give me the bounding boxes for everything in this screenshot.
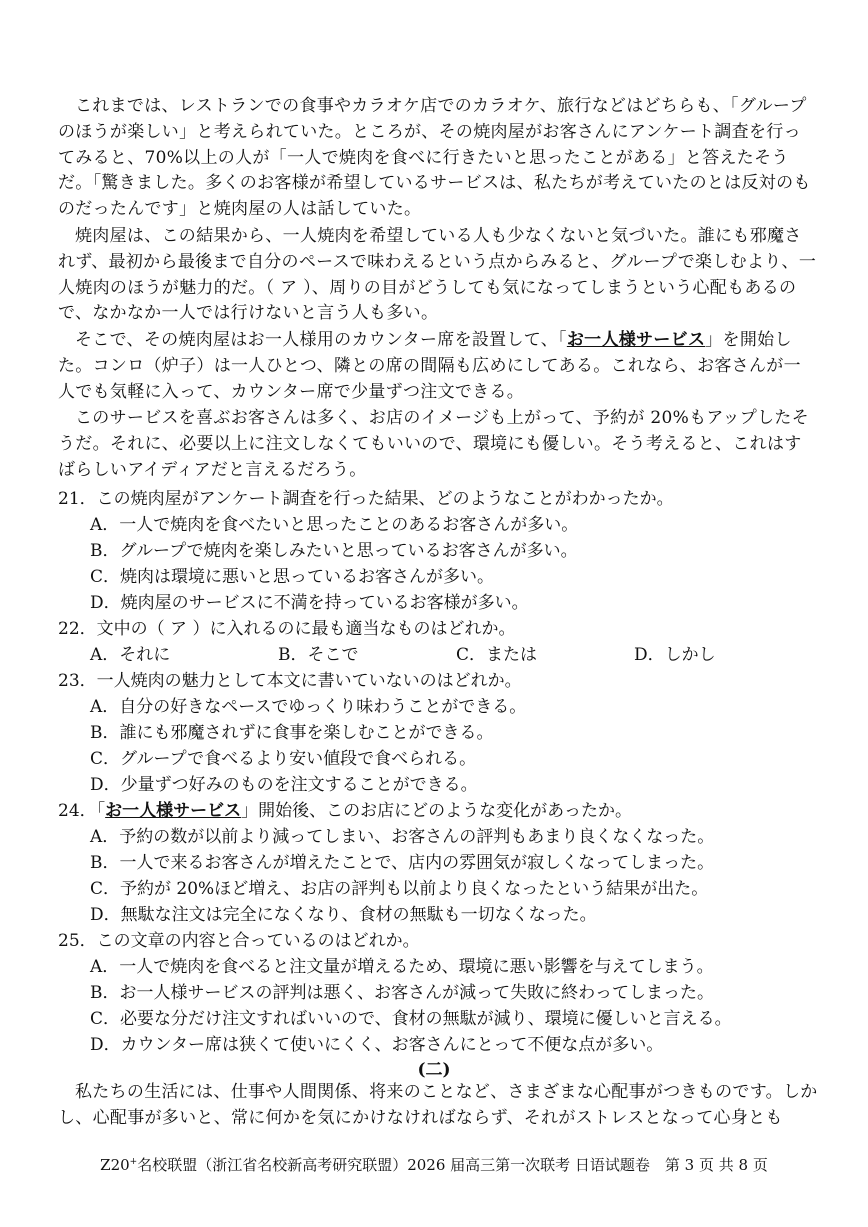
section-2-paragraph: 私たちの生活には、仕事や人間関係、将来のことなど、さまざまな心配事がつきものです。しかし、心配事が多いと、常に何かを気にかけなければならず、それがストレスとなって心身とも [58, 1082, 818, 1128]
page-footer [0, 1152, 868, 1175]
passage-paragraph-1: これまでは、レストランでの食事やカラオケ店でのカラオケ、旅行などはどちらも、「グループのほうが楽しい」と考えられていた。ところが、その焼肉屋がお客さんにアンケート調査を行ってみると、70%以上の人が「一人で焼肉を食べに行きたいと思ったことがある」と答えたそうだ。「驚きました。多くのお客様が希望しているサービスは、私たちが考えていたのとは反対のものだったんです」と焼肉屋の人は話していた。 [58, 96, 811, 220]
q24-option-b[interactable]: B．一人で来るお客さんが増えたことで、店内の雰囲気が寂しくなってしまった。 [90, 853, 715, 873]
q23-option-c[interactable]: C．グループで食べるより安い値段で食べられる。 [90, 749, 477, 769]
q22-option-a[interactable]: A．それに [90, 645, 171, 665]
q24-service-name-underlined: お一人様サービス [105, 801, 242, 821]
q24-stem-pre: 24．「 [58, 801, 106, 821]
question-23-stem: 23．一人焼肉の魅力として本文に書いていないのはどれか。 [58, 671, 522, 691]
q22-option-d[interactable]: D．しかし [634, 645, 716, 665]
question-24-stem [58, 800, 632, 822]
q24-option-c[interactable]: C．予約が 20%ほど増え、お店の評判も以前より良くなったという結果が出た。 [90, 879, 709, 899]
footer-sup: + [129, 1157, 138, 1167]
q22-option-b[interactable]: B．そこで [278, 645, 359, 665]
q25-option-b[interactable]: B．お一人様サービスの評判は悪く、お客さんが減って失敗に終わってしまった。 [90, 983, 714, 1003]
q23-option-a[interactable]: A．自分の好きなペースでゆっくり味わうことができる。 [90, 697, 527, 717]
q21-option-b[interactable]: B．グループで焼肉を楽しみたいと思っているお客さんが多い。 [90, 541, 578, 561]
q21-option-c[interactable]: C．焼肉は環境に悪いと思っているお客さんが多い。 [90, 567, 495, 587]
question-25-stem: 25．この文章の内容と合っているのはどれか。 [58, 931, 420, 951]
passage-paragraph-4: このサービスを喜ぶお客さんは多く、お店のイメージも上がって、予約が 20%もアップしたそうだ。それに、必要以上に注文しなくてもいいので、環境にも優しい。そう考えると、これはすばらしいアイディアだと言えるだろう。 [58, 408, 810, 480]
paragraph-3-pre: そこで、その焼肉屋はお一人様用のカウンター席を設置して、「 [75, 330, 567, 350]
q23-option-b[interactable]: B．誰にも邪魔されずに食事を楽しむことができる。 [90, 723, 494, 743]
q25-option-c[interactable]: C．必要な分だけ注文すればいいので、食材の無駄が減り、環境に優しいと言える。 [90, 1009, 732, 1029]
question-21-stem: 21．この焼肉屋がアンケート調査を行った結果、どのようなことがわかったか。 [58, 489, 674, 509]
q24-option-a[interactable]: A．予約の数が以前より減ってしまい、お客さんの評判もあまり良くなくなった。 [90, 827, 715, 847]
q21-option-a[interactable]: A．一人で焼肉を食べたいと思ったことのあるお客さんが多い。 [90, 515, 579, 535]
question-22-stem: 22．文中の（ ア ）に入れるのに最も適当なものはどれか。 [58, 619, 516, 639]
q22-option-c[interactable]: C．または [456, 645, 538, 665]
passage-paragraph-2: 焼肉屋は、この結果から、一人焼肉を希望している人も少なくないと気づいた。誰にも邪魔されず、最初から最後まで自分のペースで味わえるという点からみると、グループで楽しむより、一人焼肉のほうが魅力的だ。（ ア ）、周りの目がどうしても気になってしまうという心配もあるので、なかなか一人では行けないと言う人も多い。 [58, 226, 817, 324]
q24-stem-post: 」開始後、このお店にどのような変化があったか。 [241, 801, 632, 821]
footer-text: 名校联盟（浙江省名校新高考研究联盟）2026 届高三第一次联考 日语试题卷 第 3 页 共 8 页 [137, 1156, 768, 1174]
q24-option-d[interactable]: D．無駄な注文は完全になくなり、食材の無駄も一切なくなった。 [90, 905, 597, 925]
q21-option-d[interactable]: D．焼肉屋のサービスに不満を持っているお客様が多い。 [90, 593, 529, 613]
q25-option-a[interactable]: A．一人で焼肉を食べると注文量が増えるため、環境に悪い影響を与えてしまう。 [90, 957, 714, 977]
passage-paragraph-3 [58, 328, 818, 405]
q23-option-d[interactable]: D．少量ずつ好みのものを注文することができる。 [90, 775, 478, 795]
footer-prefix: Z20 [100, 1156, 130, 1174]
service-name-underlined: お一人様サービス [566, 330, 706, 350]
section-2-heading: (二) [417, 1060, 451, 1080]
q25-option-d[interactable]: D．カウンター席は狭くて使いにくく、お客さんにとって不便な点が多い。 [90, 1035, 664, 1055]
paragraph-3-post: 」を開始した。コンロ（炉子）は一人ひとつ、隣との席の間隔も広めにしてある。これなら、お客さんが一人でも気軽に入って、カウンター席で少量ずつ注文できる。 [58, 330, 801, 402]
